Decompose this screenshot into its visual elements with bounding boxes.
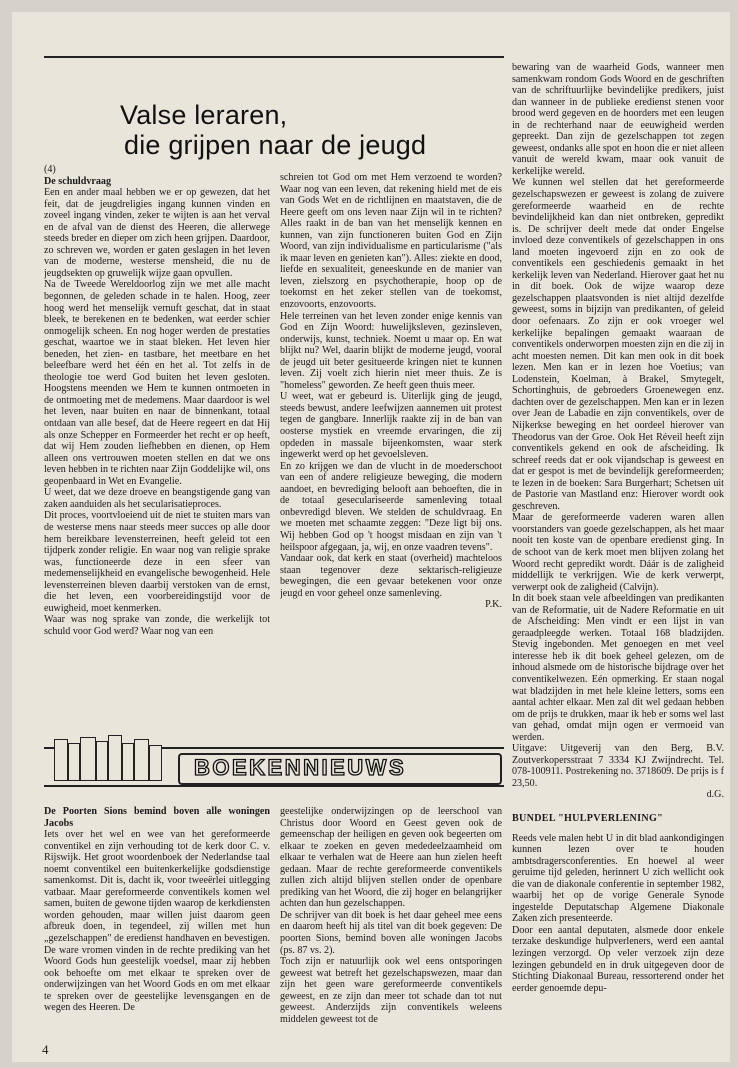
paragraph: In dit boek staan vele afbeeldingen van predikanten van de Reformatie, uit de Nadere Reformatie en uit de Afscheiding: Men vindt er een lijst in van geraadpleegde werken. Totaal 168 bladzijden. Stevig ingebonden. Met genoegen en met veel interesse heb ik dit boek geheel gelezen, om de inhoud alsmede om de historische bijdrage over het conventikelwezen. Eén opmerking. Er staan nogal wat bladzijden in met hele kleine letters, soms een aantal achter elkaar. Men zal dit wel gedaan hebben om de prijs te drukken, maar ik heb er soms wel last van gehad, omdat mijn ogen er vermoeid van werden.	[512, 593, 724, 743]
review-column-1	[44, 806, 270, 1038]
review-signature: d.G.	[706, 789, 724, 801]
paragraph: Iets over het wel en wee van het gereformeerde conventikel en zijn verhouding tot de kerk door C. v. Rijswijk. Het groot woordenboek der Nederlandse taal noemt conventikel een buitenkerkelijke godsdienstige samenkomst. Dit is, dacht ik, voor tweeërlei uitlegging vatbaar. Maar gereformeerde conventikels komen wel samen, buiten de gewone tijden waarop de kerkdiensten worden gehouden, maar willen juist daarom geen afbreuk doen, in tegendeel, zij willen met hun „gezelschappen" de eredienst handhaven en bevestigen. De ware vromen vinden in de rechte prediking van het Woord Gods hun geestelijk voedsel, maar zij hebben ook behoefte om met elkaar te spreken over de onderwijzingen van het Woord Gods en om met elkaar te spreken over de geestelijke levensgangen en de wegen des Heeren. De	[44, 829, 270, 1014]
paragraph: Een en ander maal hebben we er op gewezen, dat het feit, dat de jeugdreligies ingang kunnen vinden en zoveel ingang vinden, zeker te wijten is aan het verval en de afval van de dienst des Heeren, die allerwege steeds breder en dieper om zich heen grijpen. Daardoor, zo schreven we, worden er gaten geslagen in het leven van de moderne, westerse mensheid, die nu de jeugdsekten op gruwelijk wijze gaan opvullen.	[44, 187, 270, 279]
bundel-heading: BUNDEL "HULPVERLENING"	[512, 813, 664, 824]
article-signature: P.K.	[485, 599, 502, 611]
title-line-1: Valse leraren,	[120, 100, 288, 130]
article-column-2	[280, 172, 502, 712]
paragraph: U weet, dat we deze droeve en beangstigende gang van zaken aanduiden als het secularisatieproces.	[44, 487, 270, 510]
article-title	[120, 100, 426, 160]
top-rule	[44, 56, 504, 58]
paragraph: Toch zijn er natuurlijk ook wel eens ontsporingen geweest wat betreft het gezelschapswezen, maar dan zijn het geen ware gereformeerde conventikels geweest, en ze zijn dan meer tot schade dan tot nut geweest. Anderzijds zijn conventikels weleens middelen geweest tot de	[280, 956, 502, 1025]
paragraph: Waar was nog sprake van zonde, die werkelijk tot schuld voor God werd? Waar nog van een	[44, 614, 270, 637]
paragraph: We kunnen wel stellen dat het gereformeerde gezelschapswezen er geweest is zolang de zuivere gereformeerde waarheid en de rechte bevindelijkheid kan dan niet ontbreken, gepredikt is. De schrijver deelt mede dat onder Engelse invloed deze conventikels of gezelschappen in ons land moeten ingevoerd zijn en zo ook de conventikels een geschiedenis gemaakt in het kerkelijk leven van Nederland. Hierover gaat het nu in dit boek. Ook de wijze waarop deze gezelschappen plaatsvonden is niet altijd dezelfde geweest, soms in bijzijn van predikanten, of geleid door oefenaars. Zo zijn er ook vroeger wel kerkelijke bepalingen gemaakt waaraan de conventikels onderworpen moesten zijn en die zij in acht moesten nemen. Dit kan men ook in dit boek lezen. Men kan er in lezen hoe Voetius; van Lodenstein, Koelman, à Brakel, Smytegelt, Schortinghuis, de gebroeders Groenewegen enz. dachten over de gezelschappen. Men kan er in lezen over Jean de Labadie en zijn conventikels, over de Nijkerkse beweging en het oordeel hierover van Theodorus van der Groe. Ook Het Réveil heeft zijn conventikels gekend en ook de afscheiding. Ik schreef reeds dat er ook vijandschap is geweest en dat er gespot is met de bevindelijk gereformeerden; te lezen in de boeken: Sara Burgerhart; Schetsen uit de Pastorie van Mastland enz: Hierover wordt ook geschreven.	[512, 177, 724, 512]
title-line-2: die grijpen naar de jeugd	[124, 130, 427, 160]
paragraph: Reeds vele malen hebt U in dit blad aankondigingen kunnen lezen over te houden ambtsdragersconferenties. En hoewel al weer geruime tijd geleden, herinnert U zich wellicht ook die van de diakonale conferentie in september 1982, waarbij het op de vorige Generale Synode ingestelde Deputatschap Algemene Diakonale Zaken zich presenteerde.	[512, 832, 724, 925]
paragraph: Vandaar ook, dat kerk en staat (overheid) machteloos staan tegenover deze sektarisch-religieuze bewegingen, die een gevaar betekenen voor onze jeugd en voor geheel onze samenleving.	[280, 553, 502, 599]
boekennieuws-banner	[44, 737, 504, 785]
paragraph: Maar de gereformeerde vaderen waren allen voorstanders van goede gezelschappen, als het maar nooit ten koste van de openbare eredienst ging. In de schoot van de kerk moet men blijven zolang het Woord recht gepredikt wordt. Dáár is de zaligheid middellijk te verkrijgen. Wie de kerk verwerpt, verwerpt ook de zaligheid (Calvijn).	[512, 512, 724, 593]
banner-label: BOEKENNIEUWS	[194, 755, 407, 780]
page-number: 4	[42, 1042, 49, 1057]
paragraph: schreien tot God om met Hem verzoend te worden? Waar nog van een leven, dat rekening hield met de eis van Gods Wet en de richtlijnen en maatstaven, die de Heere geeft om ons leven naar Zijn wil in te richten? Alles raakt in de ban van het menselijk kennen en kunnen, van zijn functioneren buiten God en Zijn Woord, van zijn individualisme en particularisme ("als ik maar leven en genieten kan"). Alles: ziekte en dood, liefde en sexualiteit, geneeskunde en de manier van leven, zielszorg en psychotherapie, hoop op de toekomst en het zeker stellen van de toekomst, enzovoorts, enzovoorts.	[280, 172, 502, 311]
paragraph: En zo krijgen we dan de vlucht in de moederschoot van een of andere religieuze beweging, die modern aandoet, en bevrediging belooft aan behoeften, die in de totaal geseculariseerde samenleving totaal onbevredigd bleven. We stelden de schuldvraag. En we moeten met schaamte zeggen: "Deze ligt bij ons. Wij hebben God op 't hoogst misdaan en zijn van 't heilspoor afgegaan, ja, wij, en onze vaadren tevens".	[280, 460, 502, 553]
book-shelf-icon	[50, 737, 164, 785]
paragraph: geestelijke onderwijzingen op de leerschool van Christus door Woord en Geest geven ook de gemeenschap der heiligen en geven ook begeerten om elkaar te zoeken en geven mededeelzaamheid om elkaar te verhalen wat de Heere aan hun zielen heeft gedaan. Maar de rechte gereformeerde conventikels zullen zich altijd blijven stellen onder de openbare prediking van het Woord, die zij hoger en belangrijker achten dan hun gezelschappen.	[280, 806, 502, 910]
paragraph: Uitgave: Uitgeverij van den Berg, B.V. Zoutverkopersstraat 7 3334 KJ Zwijndrecht. Tel. 078-100911. Postrekening no. 3718609. De prijs is f 23,50.	[512, 743, 724, 789]
paragraph: U weet, wat er gebeurd is. Uiterlijk ging de jeugd, steeds bewust, andere leefwijzen aannemen uit protest tegen de gangbare. Innerlijk raakte zij in de ban van oosterse mystiek en vreemde ervaringen, die zij opdeden in massale bijeenkomsten, waar sterk ingewerkt werd op het gevoelsleven.	[280, 391, 502, 461]
review-title: De Poorten Sions bemind boven alle woningen Jacobs	[44, 806, 270, 829]
paragraph: Na de Tweede Wereldoorlog zijn we met alle macht begonnen, de geleden schade in te halen. Hoog, zeer hoog werd het menselijk vernuft geschat, dat in staat bleek, te berekenen en te bedenken, wat eerder schier onmogelijk scheen. En nog hoger werden de prestaties geschat, waartoe we in staat bleken. Het leven hier beneden, het zien- en tastbare, het meetbare en het beleefbare werd het één en het al. Tot zelfs in de theologie toe werd God buiten het leven gesloten. Hoogstens meenden we Hem te kunnen ontmoeten in de ontmoeting met de medemens. Maar daardoor is wel het leven, naar buiten en naar de binnenkant, totaal ontdaan van alle besef, dat de Heere regeert en dat Hij als onze Schepper en Formeerder het recht er op heeft, dat wij Hem zouden liefhebben en dienen, op Hem alleen ons vertrouwen moeten stellen en dat we ons leven hebben in te richten naar Zijn Goddelijke wil, ons geopenbaard in Wet en Evangelie.	[44, 279, 270, 487]
paragraph: Dit proces, voortvloeiend uit de niet te stuiten mars van de westerse mens naar steeds meer succes op alle door hem bereikbare levensterreinen, heeft geleid tot een tijdperk zonder religie. En waar nog van religie sprake was, functioneerde deze in een sfeer van medemenselijkheid en evangelische bewogenheid. Hele levensterreinen bleven daarbij verstoken van de ernst, die het leven, een voorbereidingstijd voor de euwigheid, moet kenmerken.	[44, 510, 270, 614]
review-column-2	[280, 806, 502, 1038]
right-column	[512, 62, 724, 1052]
paragraph: bewaring van de waarheid Gods, wanneer men samenkwam rondom Gods Woord en de geschriften van de schriftuurlijke bevindelijke predikers, juist dan wanneer in de publieke eredienst stenen voor brood werd gegeven en de hoorders met een leugen in de rechterhand naar de eeuwigheid werden gepreekt. Dan zijn de gezelschappen tot zegen geweest, ondanks alle spot en hoon die er niet alleen vanuit de wereld kwam, maar ook vanuit de kerkelijke wereld.	[512, 62, 724, 177]
article-column-1	[44, 164, 270, 654]
paragraph: Door een aantal deputaten, alsmede door enkele terzake deskundige hulpverleners, werd een aantal lezingen verzorgd. Op veler verzoek zijn deze lezingen gebundeld en in druk uitgegeven door de Stichting Diakonaal Bureau, ressorterend onder het eerder genoemde depu-	[512, 924, 724, 994]
article-number: (4)	[44, 164, 56, 175]
newspaper-page	[12, 12, 730, 1062]
section-heading: De schuldvraag	[44, 175, 112, 187]
paragraph: De schrijver van dit boek is het daar geheel mee eens en daarom heeft hij als titel van dit boek gegeven: De poorten Sions, bemind boven alle woningen Jacobs (ps. 87 vs. 2).	[280, 909, 502, 956]
paragraph: Hele terreinen van het leven zonder enige kennis van God en Zijn Woord: huwelijksleven, gezinsleven, onderwijs, kunst, techniek. Noemt u maar op. En wat blijkt nu? Wel, daarin blijkt de moderne jeugd, vooral de jeugd uit beter gesitueerde kringen niet te kunnen leven. Zij voelt zich hierin niet meer thuis. Ze is "homeless" geworden. Ze heeft geen thuis meer.	[280, 310, 502, 391]
